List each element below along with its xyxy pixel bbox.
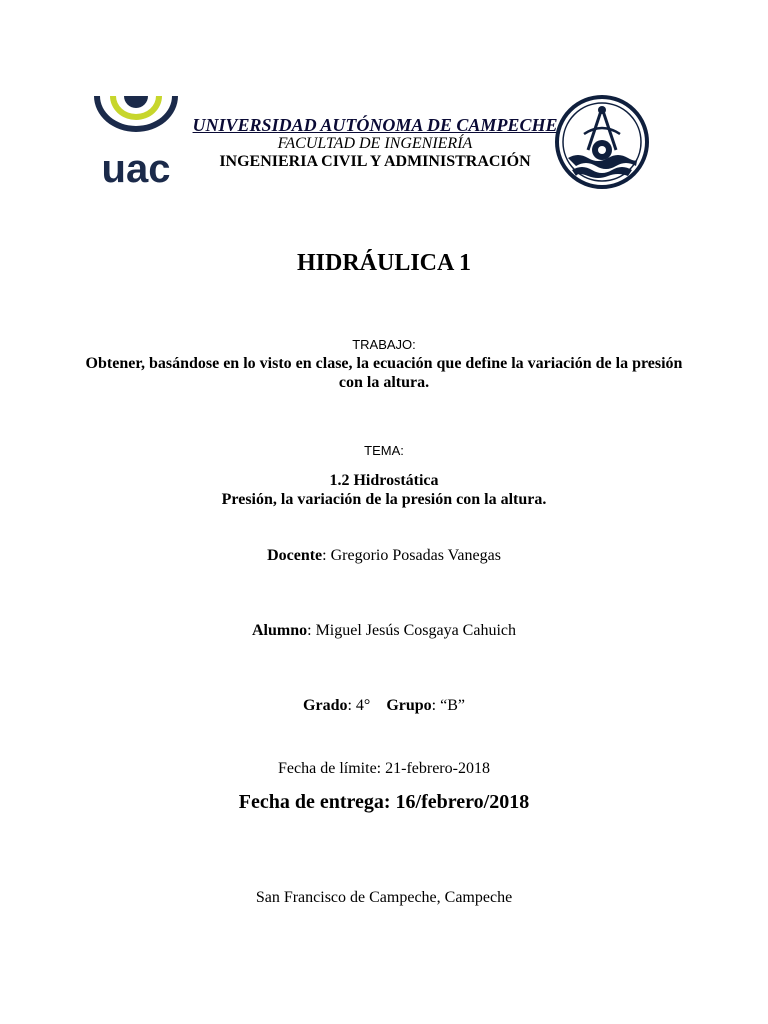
document-title: HIDRÁULICA 1 (296, 250, 472, 276)
trabajo-label: TRABAJO: (352, 337, 416, 352)
grado-value: : 4° (347, 697, 371, 714)
uac-logo-text: uac (101, 147, 171, 186)
docente-label: Docente (267, 547, 323, 564)
uac-logo (88, 90, 184, 186)
university-name: UNIVERSIDAD AUTÓNOMA DE CAMPECHE (192, 115, 558, 135)
tema-description: Presión, la variación de la presión con la altura. (221, 491, 547, 508)
grupo-value: : “B” (431, 697, 465, 714)
alumno-value: : Miguel Jesús Cosgaya Cahuich (307, 622, 516, 639)
docente-value: : Gregorio Posadas Vanegas (322, 547, 501, 564)
tema-section: 1.2 Hidrostática (329, 472, 439, 489)
program-name: INGENIERIA CIVIL Y ADMINISTRACIÓN (219, 153, 531, 170)
grupo-label: Grupo (386, 697, 432, 714)
faculty-seal-icon (554, 94, 650, 190)
grado-label: Grado (303, 697, 348, 714)
trabajo-description: Obtener, basándose en lo visto en clase, la ecuación que define la variación de la presión con la altura. (85, 355, 683, 391)
tema-label: TEMA: (364, 443, 404, 458)
faculty-name: FACULTAD DE INGENIERÍA (277, 135, 473, 152)
lugar: San Francisco de Campeche, Campeche (255, 889, 513, 906)
grado-line (0, 697, 768, 715)
docente-line (0, 547, 768, 565)
fecha-limite: Fecha de límite: 21-febrero-2018 (278, 760, 490, 777)
alumno-line (0, 622, 768, 640)
alumno-label: Alumno (252, 622, 308, 639)
fecha-entrega: Fecha de entrega: 16/febrero/2018 (238, 791, 530, 813)
